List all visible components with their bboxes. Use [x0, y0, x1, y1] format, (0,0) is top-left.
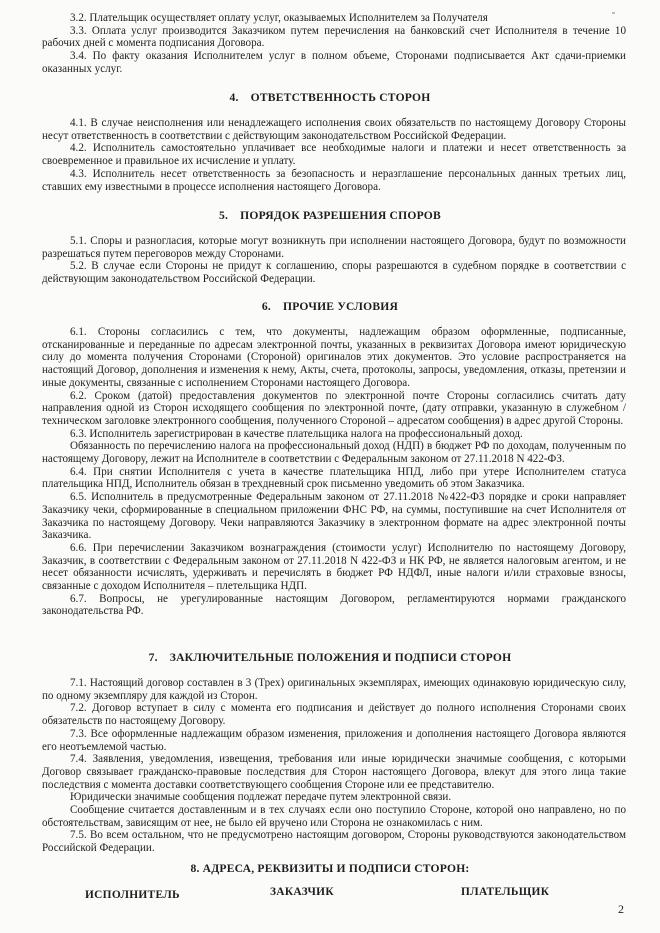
section-6-heading [0, 300, 660, 313]
section-number: 6. [261, 300, 271, 313]
section-3-body [42, 12, 626, 76]
clause-7-4-delivery: Сообщение считается доставленным и в тех случаях если оно поступило Стороне, которой оно направлено, но по обстоятельствам, зависящим от нее, не было ей вручено или Сторона не ознакомилась с ним. [42, 804, 626, 829]
clause-5-2: 5.2. В случае если Стороны не придут к соглашению, споры разрешаются в судебном порядке в соответствии с действующим законодательством Российской Федерации. [42, 260, 626, 286]
section-title: ПОРЯДОК РАЗРЕШЕНИЯ СПОРОВ [240, 209, 441, 222]
section-5-heading [0, 209, 660, 222]
section-7-heading [0, 651, 660, 664]
clause-3-4: 3.4. По факту оказания Исполнителем услуг в полном объеме, Сторонами подписывается Акт сдачи-приемки оказанных услуг. [42, 50, 626, 75]
section-number: 5. [219, 209, 229, 222]
clause-6-4: 6.4. При снятии Исполнителя с учета в качестве плательщика НПД, либо при утере Исполнителем статуса плательщика НПД, Исполнитель обязан в трехдневный срок письменно уведомить об этом Заказчика. [42, 465, 626, 491]
clause-6-7: 6.7. Вопросы, не урегулированные настоящим Договором, регламентируются нормами гражданского законодательства РФ. [42, 592, 626, 618]
section-title: ПРОЧИЕ УСЛОВИЯ [283, 300, 399, 313]
clause-7-4: 7.4. Заявления, уведомления, извещения, требования или иные юридически значимые сообщения, с которыми Договор связывает гражданско-правовые последствия для Сторон настоящего Договора, влекут для этого лица такие последствия с момента доставки соответствующего сообщения Стороне или ее представителю. [42, 753, 626, 791]
clause-7-3: 7.3. Все оформленные надлежащим образом изменения, приложения и дополнения настоящего Договора являются его неотъемлемой частью. [42, 727, 626, 753]
clause-3-2: 3.2. Плательщик осуществляет оплату услуг, оказываемых Исполнителем за Получателя [70, 12, 488, 24]
clause-5-1: 5.1. Споры и разногласия, которые могут возникнуть при исполнении настоящего Договора, будут по возможности разрешаться путем переговоров между Сторонами. [42, 235, 626, 260]
section-title: ЗАКЛЮЧИТЕЛЬНЫЕ ПОЛОЖЕНИЯ И ПОДПИСИ СТОРОН [169, 651, 512, 664]
clause-6-2: 6.2. Сроком (датой) предоставления документов по электронной почте Стороны согласились считать дату направления одной из Сторон исходящего сообщения по электронной почте, (дату отправки, указанную в служебном / техническом заголовке электронного сообщения, полученного Стороной – адресатом сообщения) в адрес другой Стороны. [42, 389, 626, 427]
section-title: ОТВЕТСТВЕННОСТЬ СТОРОН [250, 91, 431, 104]
clause-4-2: 4.2. Исполнитель самостоятельно уплачивает все необходимые налоги и платежи и несет ответственность за своевременное и правильное их исчисление и уплату. [42, 142, 626, 168]
party-payer: ПЛАТЕЛЬЩИК [461, 886, 550, 898]
clause-4-1: 4.1. В случае неисполнения или ненадлежащего исполнения своих обязательств по настоящему Договору Стороны несут ответственность в соответствии с действующим законодательством Российской Федерации. [42, 117, 626, 142]
section-number: 7. [148, 651, 158, 664]
clause-6-3: 6.3. Исполнитель зарегистрирован в качестве плательщика налога на профессиональный доход. [70, 427, 523, 440]
section-4-heading [0, 91, 660, 104]
party-executor: ИСПОЛНИТЕЛЬ [85, 889, 180, 901]
clause-7-2: 7.2. Договор вступает в силу с момента его подписания и действует до полного исполнения Сторонами своих обязательств по настоящему Договору. [42, 702, 626, 728]
section-number: 4. [229, 91, 239, 104]
clause-3-3: 3.3. Оплата услуг производится Заказчиком путем перечисления на банковский счет Исполнителя в течение 10 рабочих дней с момента подписания Договора. [42, 24, 626, 50]
section-5-body [42, 235, 626, 286]
clause-7-5: 7.5. Во всем остальном, что не предусмотрено настоящим договором, Стороны руководствуются законодательством Российской Федерации. [42, 829, 626, 855]
clause-6-5: 6.5. Исполнитель в предусмотренные Федеральным законом от 27.11.2018 №422-ФЗ порядке и сроки направляет Заказчику чеки, сформированные в специальном приложении ФНС РФ, на суммы, поступившие на счет Исполнителя от Заказчика по настоящему Договору. Чеки направляются Заказчику в электронном формате на адрес электронной почты Заказчика. [42, 491, 626, 542]
clause-4-3: 4.3. Исполнитель несет ответственность за безопасность и неразглашение персональных данных третьих лиц, ставших ему известными в процессе исполнения настоящего Договора. [42, 167, 626, 193]
section-7-body [42, 677, 626, 855]
clause-6-3-tax: Обязанность по перечислению налога на профессиональный доход (НДП) в бюджет РФ по доходам, полученным по настоящему Договору, лежит на Исполнителе в соответствии с Федеральным законом от 27.11.2018 N 422-ФЗ. [42, 440, 626, 466]
section-4-body [42, 117, 626, 193]
section-6-body [42, 326, 626, 618]
party-customer: ЗАКАЗЧИК [270, 886, 334, 898]
clause-6-1: 6.1. Стороны согласились с тем, что документы, надлежащим образом оформленные, подписанные, отсканированные и переданные по адресам электронной почты, указанных в реквизитах Договора имеют юридическую силу до момента получения Сторонами (Стороной) оригиналов этих документов. Это условие распространяется на настоящий Договор, дополнения и изменения к нему, Акты, счета, протоколы, запросы, уведомления, отказы, претензии и иные документы, связанные с исполнением Сторонами настоящего Договора. [42, 326, 626, 389]
clause-7-4-electronic: Юридически значимые сообщения подлежат передаче путем электронной связи. [70, 791, 452, 804]
clause-7-1: 7.1. Настоящий договор составлен в 3 (Трех) оригинальных экземплярах, имеющих одинаковую юридическую силу, по одному экземпляру для каждой из Сторон. [42, 677, 626, 702]
clause-6-6: 6.6. При перечислении Заказчиком вознаграждения (стоимости услуг) Исполнителю по настоящему Договору, Заказчик, в соответствии с Федеральным законом от 27.11.2018 N 422-ФЗ и НК РФ, не является налоговым агентом, и не несет обязанности исчислять, удерживать и перечислять в бюджет РФ НДФЛ, иные налоги и/или страховые взносы, связанные с доходом Исполнителя – плетельщика НДП. [42, 541, 626, 593]
page-number: 2 [618, 902, 624, 916]
section-8-heading: 8. АДРЕСА, РЕКВИЗИТЫ И ПОДПИСИ СТОРОН: [190, 862, 470, 875]
